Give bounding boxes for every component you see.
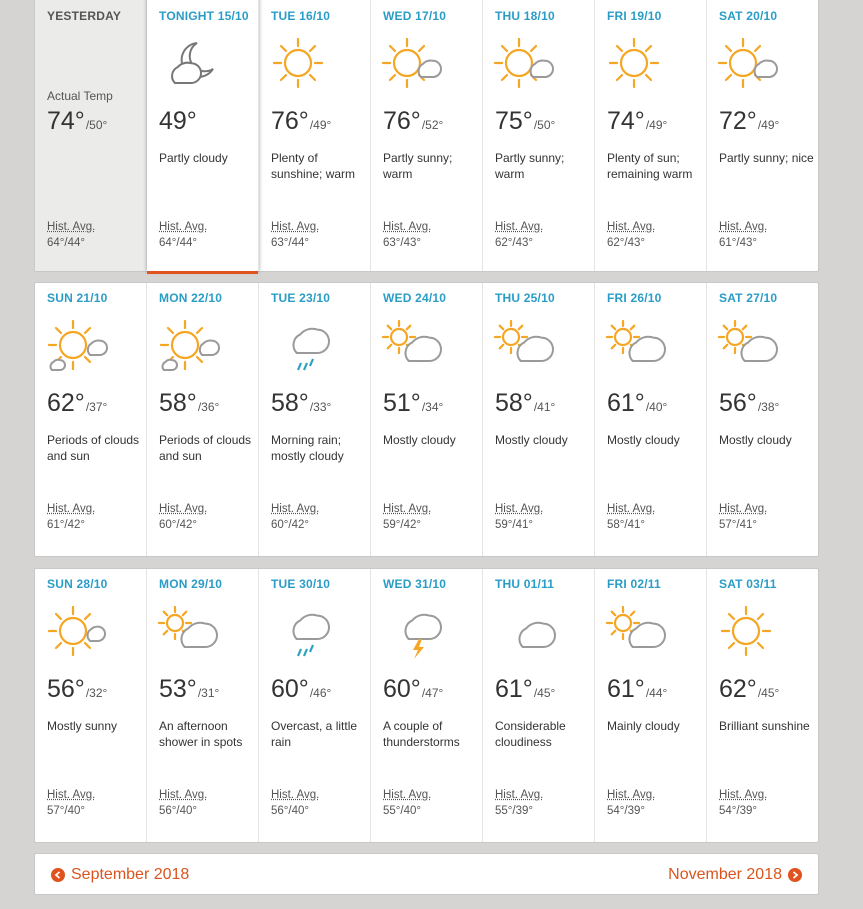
hist-avg-label: Hist. Avg. xyxy=(383,789,432,801)
hist-avg-label: Hist. Avg. xyxy=(719,503,768,515)
high-temp: 61° xyxy=(495,675,533,703)
weather-description: Brilliant sunshine xyxy=(719,719,810,733)
day-header: MON 29/10 xyxy=(159,577,223,591)
day-card[interactable] xyxy=(707,0,820,271)
hist-avg-value: 56°/40° xyxy=(159,805,197,817)
weather-description: Overcast, a little rain xyxy=(271,719,358,749)
low-temp: /52° xyxy=(421,118,444,132)
weather-description: Morning rain; mostly cloudy xyxy=(271,433,344,463)
thunderstorm-icon xyxy=(381,603,447,661)
day-card[interactable] xyxy=(707,569,820,842)
day-card[interactable] xyxy=(35,283,147,556)
day-card[interactable] xyxy=(259,0,371,271)
previous-month-label: September 2018 xyxy=(71,866,190,883)
temperature xyxy=(495,675,555,704)
sun-small-cloud-icon xyxy=(45,603,111,661)
hist-avg-value: 54°/39° xyxy=(607,805,645,817)
weather-description: Partly sunny; nice xyxy=(719,151,814,165)
sun-cloud-icon xyxy=(493,35,559,93)
historical-average xyxy=(47,219,95,251)
high-temp: 60° xyxy=(383,675,421,703)
day-header: THU 25/10 xyxy=(495,291,555,305)
temperature xyxy=(607,389,667,418)
historical-average xyxy=(47,501,95,533)
hist-avg-value: 60°/42° xyxy=(271,519,309,531)
hist-avg-value: 55°/39° xyxy=(495,805,533,817)
temperature xyxy=(271,675,331,704)
month-navigation xyxy=(34,853,819,895)
low-temp: /37° xyxy=(85,400,108,414)
high-temp: 61° xyxy=(607,675,645,703)
historical-average xyxy=(719,219,767,251)
hist-avg-value: 64°/44° xyxy=(47,237,85,249)
mostly-cloudy-icon xyxy=(157,603,223,661)
low-temp: /49° xyxy=(757,118,780,132)
hist-avg-value: 59°/42° xyxy=(383,519,421,531)
moon-cloud-icon xyxy=(157,35,223,93)
day-header: FRI 19/10 xyxy=(607,9,662,23)
day-card[interactable] xyxy=(483,283,595,556)
day-header: SUN 28/10 xyxy=(47,577,108,591)
day-card[interactable] xyxy=(371,0,483,271)
sun-icon xyxy=(605,35,671,93)
temperature xyxy=(719,675,779,704)
hist-avg-label: Hist. Avg. xyxy=(607,503,656,515)
day-card[interactable] xyxy=(259,569,371,842)
hist-avg-value: 55°/40° xyxy=(383,805,421,817)
day-card[interactable] xyxy=(595,569,707,842)
high-temp: 61° xyxy=(607,389,645,417)
day-header: TUE 16/10 xyxy=(271,9,331,23)
hist-avg-label: Hist. Avg. xyxy=(159,221,208,233)
sun-clouds-icon xyxy=(157,317,223,375)
day-card[interactable] xyxy=(595,0,707,271)
hist-avg-value: 58°/41° xyxy=(607,519,645,531)
high-temp: 58° xyxy=(159,389,197,417)
sun-cloud-icon xyxy=(717,35,783,93)
week-row-3 xyxy=(34,568,819,843)
weather-description: Mostly sunny xyxy=(47,719,118,733)
historical-average xyxy=(271,787,319,819)
hist-avg-label: Hist. Avg. xyxy=(159,789,208,801)
historical-average xyxy=(159,219,207,251)
day-card[interactable] xyxy=(371,283,483,556)
day-card[interactable] xyxy=(147,569,259,842)
high-temp: 58° xyxy=(271,389,309,417)
weather-description: Mainly cloudy xyxy=(607,719,680,733)
weather-description: Partly sunny; warm xyxy=(495,151,565,181)
low-temp: /49° xyxy=(309,118,332,132)
low-temp: /45° xyxy=(757,686,780,700)
temperature xyxy=(607,675,667,704)
temperature xyxy=(719,107,779,136)
temperature xyxy=(719,389,779,418)
hist-avg-value: 57°/40° xyxy=(47,805,85,817)
historical-average xyxy=(607,501,655,533)
high-temp: 60° xyxy=(271,675,309,703)
rain-icon xyxy=(269,317,335,375)
day-header: TUE 30/10 xyxy=(271,577,331,591)
hist-avg-label: Hist. Avg. xyxy=(383,503,432,515)
low-temp: /45° xyxy=(533,686,556,700)
weather-description: Periods of clouds and sun xyxy=(159,433,252,463)
day-header: YESTERDAY xyxy=(47,9,122,23)
temperature xyxy=(383,675,443,704)
rain-icon xyxy=(269,603,335,661)
low-temp: /44° xyxy=(645,686,668,700)
temperature xyxy=(159,675,219,704)
hist-avg-label: Hist. Avg. xyxy=(271,221,320,233)
hist-avg-label: Hist. Avg. xyxy=(719,221,768,233)
low-temp: /32° xyxy=(85,686,108,700)
hist-avg-value: 64°/44° xyxy=(159,237,197,249)
sun-cloud-icon xyxy=(381,35,447,93)
temperature xyxy=(495,389,555,418)
sun-icon xyxy=(717,603,783,661)
high-temp: 56° xyxy=(47,675,85,703)
temperature xyxy=(271,107,331,136)
hist-avg-value: 63°/44° xyxy=(271,237,309,249)
hist-avg-label: Hist. Avg. xyxy=(495,221,544,233)
weather-description: Plenty of sunshine; warm xyxy=(271,151,356,181)
hist-avg-label: Hist. Avg. xyxy=(47,503,96,515)
hist-avg-label: Hist. Avg. xyxy=(159,503,208,515)
day-header: TUE 23/10 xyxy=(271,291,331,305)
sun-icon xyxy=(269,35,335,93)
historical-average xyxy=(607,219,655,251)
low-temp: /36° xyxy=(197,400,220,414)
hist-avg-value: 57°/41° xyxy=(719,519,757,531)
day-card[interactable] xyxy=(483,0,595,271)
temperature xyxy=(159,389,219,418)
weather-description: Plenty of sun; remaining warm xyxy=(607,151,693,181)
week-row-2 xyxy=(34,282,819,557)
hist-avg-value: 54°/39° xyxy=(719,805,757,817)
historical-average xyxy=(719,787,767,819)
day-card[interactable] xyxy=(259,283,371,556)
historical-average xyxy=(159,501,207,533)
low-temp: /34° xyxy=(421,400,444,414)
mostly-cloudy-icon xyxy=(605,317,671,375)
high-temp: 53° xyxy=(159,675,197,703)
historical-average xyxy=(159,787,207,819)
hist-avg-value: 63°/43° xyxy=(383,237,421,249)
historical-average xyxy=(495,787,543,819)
hist-avg-label: Hist. Avg. xyxy=(607,789,656,801)
high-temp: 56° xyxy=(719,389,757,417)
high-temp: 76° xyxy=(271,107,309,135)
arrow-right-icon xyxy=(788,868,802,882)
hist-avg-label: Hist. Avg. xyxy=(495,503,544,515)
high-temp: 76° xyxy=(383,107,421,135)
hist-avg-label: Hist. Avg. xyxy=(719,789,768,801)
high-temp: 49° xyxy=(159,107,197,135)
low-temp: /31° xyxy=(197,686,220,700)
day-header: WED 17/10 xyxy=(383,9,447,23)
day-header: SUN 21/10 xyxy=(47,291,108,305)
hist-avg-label: Hist. Avg. xyxy=(383,221,432,233)
low-temp: /47° xyxy=(421,686,444,700)
low-temp: /38° xyxy=(757,400,780,414)
sun-clouds-icon xyxy=(45,317,111,375)
weather-description: Considerable cloudiness xyxy=(495,719,566,749)
day-header: FRI 26/10 xyxy=(607,291,662,305)
historical-average xyxy=(271,501,319,533)
temperature xyxy=(47,107,107,136)
weather-description: An afternoon shower in spots xyxy=(159,719,243,749)
next-month-label: November 2018 xyxy=(668,866,782,883)
weather-description: Mostly cloudy xyxy=(495,433,568,447)
hist-avg-value: 61°/42° xyxy=(47,519,85,531)
day-card[interactable] xyxy=(35,0,147,271)
arrow-left-icon xyxy=(51,868,65,882)
weather-description: Mostly cloudy xyxy=(607,433,680,447)
weather-description: Mostly cloudy xyxy=(719,433,792,447)
hist-avg-label: Hist. Avg. xyxy=(47,789,96,801)
historical-average xyxy=(607,787,655,819)
day-card[interactable] xyxy=(595,283,707,556)
mostly-cloudy-icon xyxy=(717,317,783,375)
day-card[interactable] xyxy=(147,0,259,271)
historical-average xyxy=(383,501,431,533)
hist-avg-value: 62°/43° xyxy=(495,237,533,249)
hist-avg-label: Hist. Avg. xyxy=(495,789,544,801)
day-header: WED 24/10 xyxy=(383,291,447,305)
next-month-link[interactable] xyxy=(668,866,802,884)
hist-avg-label: Hist. Avg. xyxy=(607,221,656,233)
mostly-cloudy-icon xyxy=(493,317,559,375)
day-card[interactable] xyxy=(147,283,259,556)
high-temp: 58° xyxy=(495,389,533,417)
day-card[interactable] xyxy=(35,569,147,842)
day-card[interactable] xyxy=(707,283,820,556)
low-temp: /50° xyxy=(85,118,108,132)
temperature xyxy=(271,389,331,418)
temperature xyxy=(47,389,107,418)
historical-average xyxy=(495,219,543,251)
historical-average xyxy=(47,787,95,819)
low-temp: /49° xyxy=(645,118,668,132)
historical-average xyxy=(383,219,431,251)
hist-avg-value: 60°/42° xyxy=(159,519,197,531)
hist-avg-value: 59°/41° xyxy=(495,519,533,531)
day-header: FRI 02/11 xyxy=(607,577,661,591)
day-header: SAT 20/10 xyxy=(719,9,778,23)
temperature xyxy=(495,107,555,136)
hist-avg-label: Hist. Avg. xyxy=(271,503,320,515)
actual-temp-label: Actual Temp xyxy=(47,89,113,103)
high-temp: 74° xyxy=(47,107,85,135)
temperature xyxy=(383,389,443,418)
temperature xyxy=(383,107,443,136)
low-temp: /50° xyxy=(533,118,556,132)
hist-avg-label: Hist. Avg. xyxy=(47,221,96,233)
hist-avg-value: 61°/43° xyxy=(719,237,757,249)
high-temp: 75° xyxy=(495,107,533,135)
cloud-icon xyxy=(493,603,559,661)
day-header: TONIGHT 15/10 xyxy=(159,9,249,23)
low-temp: /46° xyxy=(309,686,332,700)
day-header: WED 31/10 xyxy=(383,577,447,591)
high-temp: 62° xyxy=(719,675,757,703)
high-temp: 62° xyxy=(47,389,85,417)
high-temp: 72° xyxy=(719,107,757,135)
weather-description: Partly cloudy xyxy=(159,151,228,165)
low-temp: /41° xyxy=(533,400,556,414)
temperature xyxy=(159,107,198,136)
weather-description: Partly sunny; warm xyxy=(383,151,453,181)
historical-average xyxy=(719,501,767,533)
historical-average xyxy=(271,219,319,251)
previous-month-link[interactable] xyxy=(51,866,189,884)
low-temp: /33° xyxy=(309,400,332,414)
historical-average xyxy=(495,501,543,533)
hist-avg-value: 56°/40° xyxy=(271,805,309,817)
hist-avg-label: Hist. Avg. xyxy=(271,789,320,801)
day-card[interactable] xyxy=(371,569,483,842)
hist-avg-value: 62°/43° xyxy=(607,237,645,249)
week-row-1 xyxy=(34,0,819,272)
high-temp: 74° xyxy=(607,107,645,135)
weather-description: Mostly cloudy xyxy=(383,433,456,447)
day-card[interactable] xyxy=(483,569,595,842)
high-temp: 51° xyxy=(383,389,421,417)
historical-average xyxy=(383,787,431,819)
day-header: THU 01/11 xyxy=(495,577,555,591)
mostly-cloudy-icon xyxy=(605,603,671,661)
day-header: THU 18/10 xyxy=(495,9,555,23)
temperature xyxy=(47,675,107,704)
low-temp: /40° xyxy=(645,400,668,414)
day-header: SAT 03/11 xyxy=(719,577,777,591)
day-header: MON 22/10 xyxy=(159,291,223,305)
temperature xyxy=(607,107,667,136)
weather-description: Periods of clouds and sun xyxy=(47,433,140,463)
weather-description: A couple of thunderstorms xyxy=(383,719,460,749)
mostly-cloudy-icon xyxy=(381,317,447,375)
day-header: SAT 27/10 xyxy=(719,291,778,305)
